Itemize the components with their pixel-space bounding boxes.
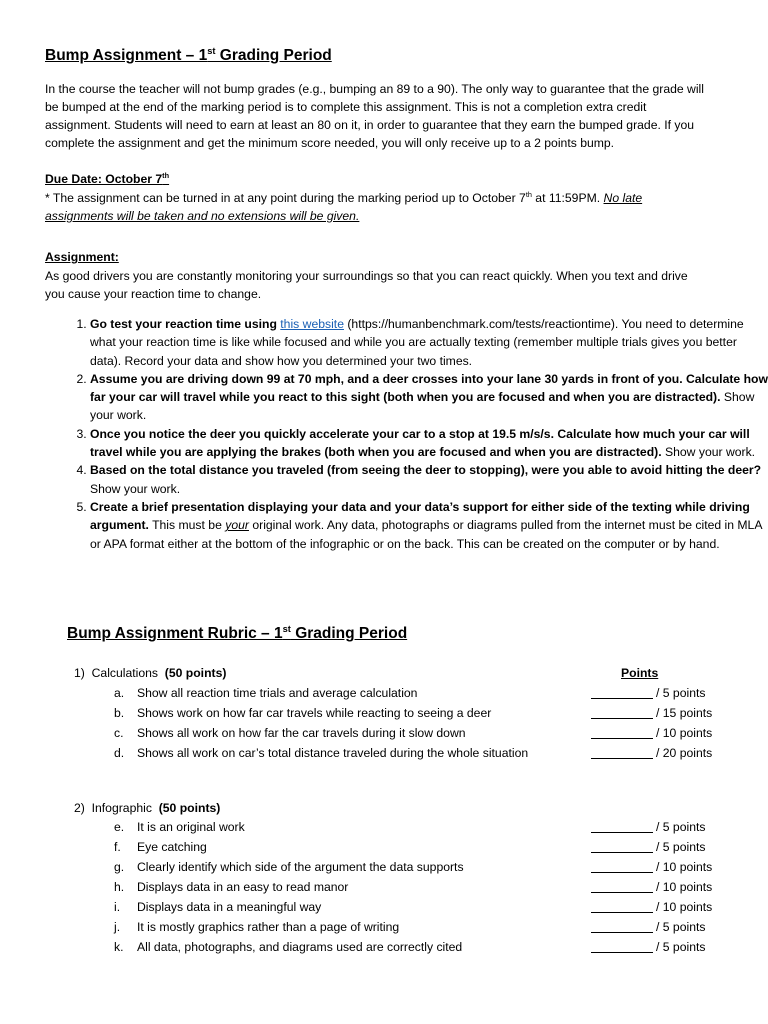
task-list bbox=[45, 315, 768, 553]
score-blank bbox=[591, 940, 653, 953]
list-item: 1. Go test your reaction time using this website (https://humanbenchmark.com/tests/reactiontime). You need to determine what your reaction time is like while focused and while you are actually texting (remember multiple trials gives you better data). Record your data and show how you determined your two times. bbox=[90, 315, 768, 370]
due-date-heading: Due Date: October 7th bbox=[45, 170, 170, 186]
rubric-row: k. All data, photographs, and diagrams used are correctly cited / 5 points bbox=[114, 940, 706, 954]
no-late-policy: No late assignments will be taken and no extensions will be given. bbox=[45, 191, 643, 223]
website-link[interactable]: this website bbox=[280, 317, 344, 331]
score-blank bbox=[591, 746, 653, 759]
list-item: 3. Once you notice the deer you quickly accelerate your car to a stop at 19.5 m/s/s. Calculate how much your car will travel while you are applying the brakes (both when you are focused and when you are distracted). Show your work. bbox=[90, 425, 768, 462]
score-blank bbox=[591, 706, 653, 719]
assignment-intro: As good drivers you are constantly monitoring your surroundings so that you can react quickly. When you text and drive you cause your reaction time to change. bbox=[45, 269, 688, 301]
score-blank bbox=[591, 860, 653, 873]
score-blank bbox=[591, 686, 653, 699]
score-blank bbox=[591, 880, 653, 893]
rubric-row: f. Eye catching / 5 points bbox=[114, 840, 706, 854]
rubric-row: h. Displays data in an easy to read manor / 10 points bbox=[114, 880, 713, 894]
rubric-row: e. It is an original work / 5 points bbox=[114, 820, 706, 834]
page-title: Bump Assignment – 1st Grading Period bbox=[45, 45, 332, 64]
assignment-heading: Assignment: bbox=[45, 250, 119, 264]
rubric-row: g. Clearly identify which side of the argument the data supports / 10 points bbox=[114, 860, 713, 874]
rubric-title: Bump Assignment Rubric – 1st Grading Period bbox=[67, 623, 408, 642]
score-blank bbox=[591, 900, 653, 913]
due-date-note: * The assignment can be turned in at any point during the marking period up to October 7th at 11:59PM. No late assignments will be taken and no extensions will be given. bbox=[45, 189, 643, 223]
score-blank bbox=[591, 920, 653, 933]
intro-paragraph: In the course the teacher will not bump grades (e.g., bumping an 89 to a 90). The only way to guarantee that the grade will be bumped at the end of the marking period is to complete this assignment. This is not a completion extra credit assignment. Students will need to earn at least an 80 on it, in order to guarantee that they earn the bumped grade. If you complete the assignment and get the minimum score needed, you will only receive up to a 2 points bump. bbox=[45, 82, 704, 150]
rubric-row: a. Show all reaction time trials and average calculation / 5 points bbox=[114, 686, 706, 700]
score-blank bbox=[591, 820, 653, 833]
points-column-header: Points bbox=[621, 666, 659, 680]
score-blank bbox=[591, 840, 653, 853]
list-item: 4. Based on the total distance you traveled (from seeing the deer to stopping), were you able to avoid hitting the deer? Show your work. bbox=[90, 461, 768, 498]
rubric-row: i. Displays data in a meaningful way / 10 points bbox=[114, 900, 713, 914]
score-blank bbox=[591, 726, 653, 739]
rubric-row: c. Shows all work on how far the car travels during it slow down / 10 points bbox=[114, 726, 713, 740]
rubric-row: j. It is mostly graphics rather than a page of writing / 5 points bbox=[114, 920, 706, 934]
rubric-row: d. Shows all work on car’s total distance traveled during the whole situation / 20 points bbox=[114, 746, 713, 760]
rubric-section-infographic: 2) Infographic (50 points) bbox=[74, 801, 221, 815]
rubric-section-calculations: 1) Calculations (50 points) bbox=[74, 666, 227, 680]
list-item: 2. Assume you are driving down 99 at 70 mph, and a deer crosses into your lane 30 yards in front of you. Calculate how far your car will travel while you react to this sight (both when you are focused and when you are distracted). Show your work. bbox=[90, 370, 768, 425]
rubric-row: b. Shows work on how far car travels while reacting to seeing a deer / 15 points bbox=[114, 706, 713, 720]
list-item: 5. Create a brief presentation displaying your data and your data’s support for either side of the texting while driving argument. This must be your original work. Any data, photographs or diagrams pulled from the internet must be cited in MLA or APA format either at the bottom of the infographic or on the back. This can be created on the computer or by hand. bbox=[90, 498, 768, 553]
